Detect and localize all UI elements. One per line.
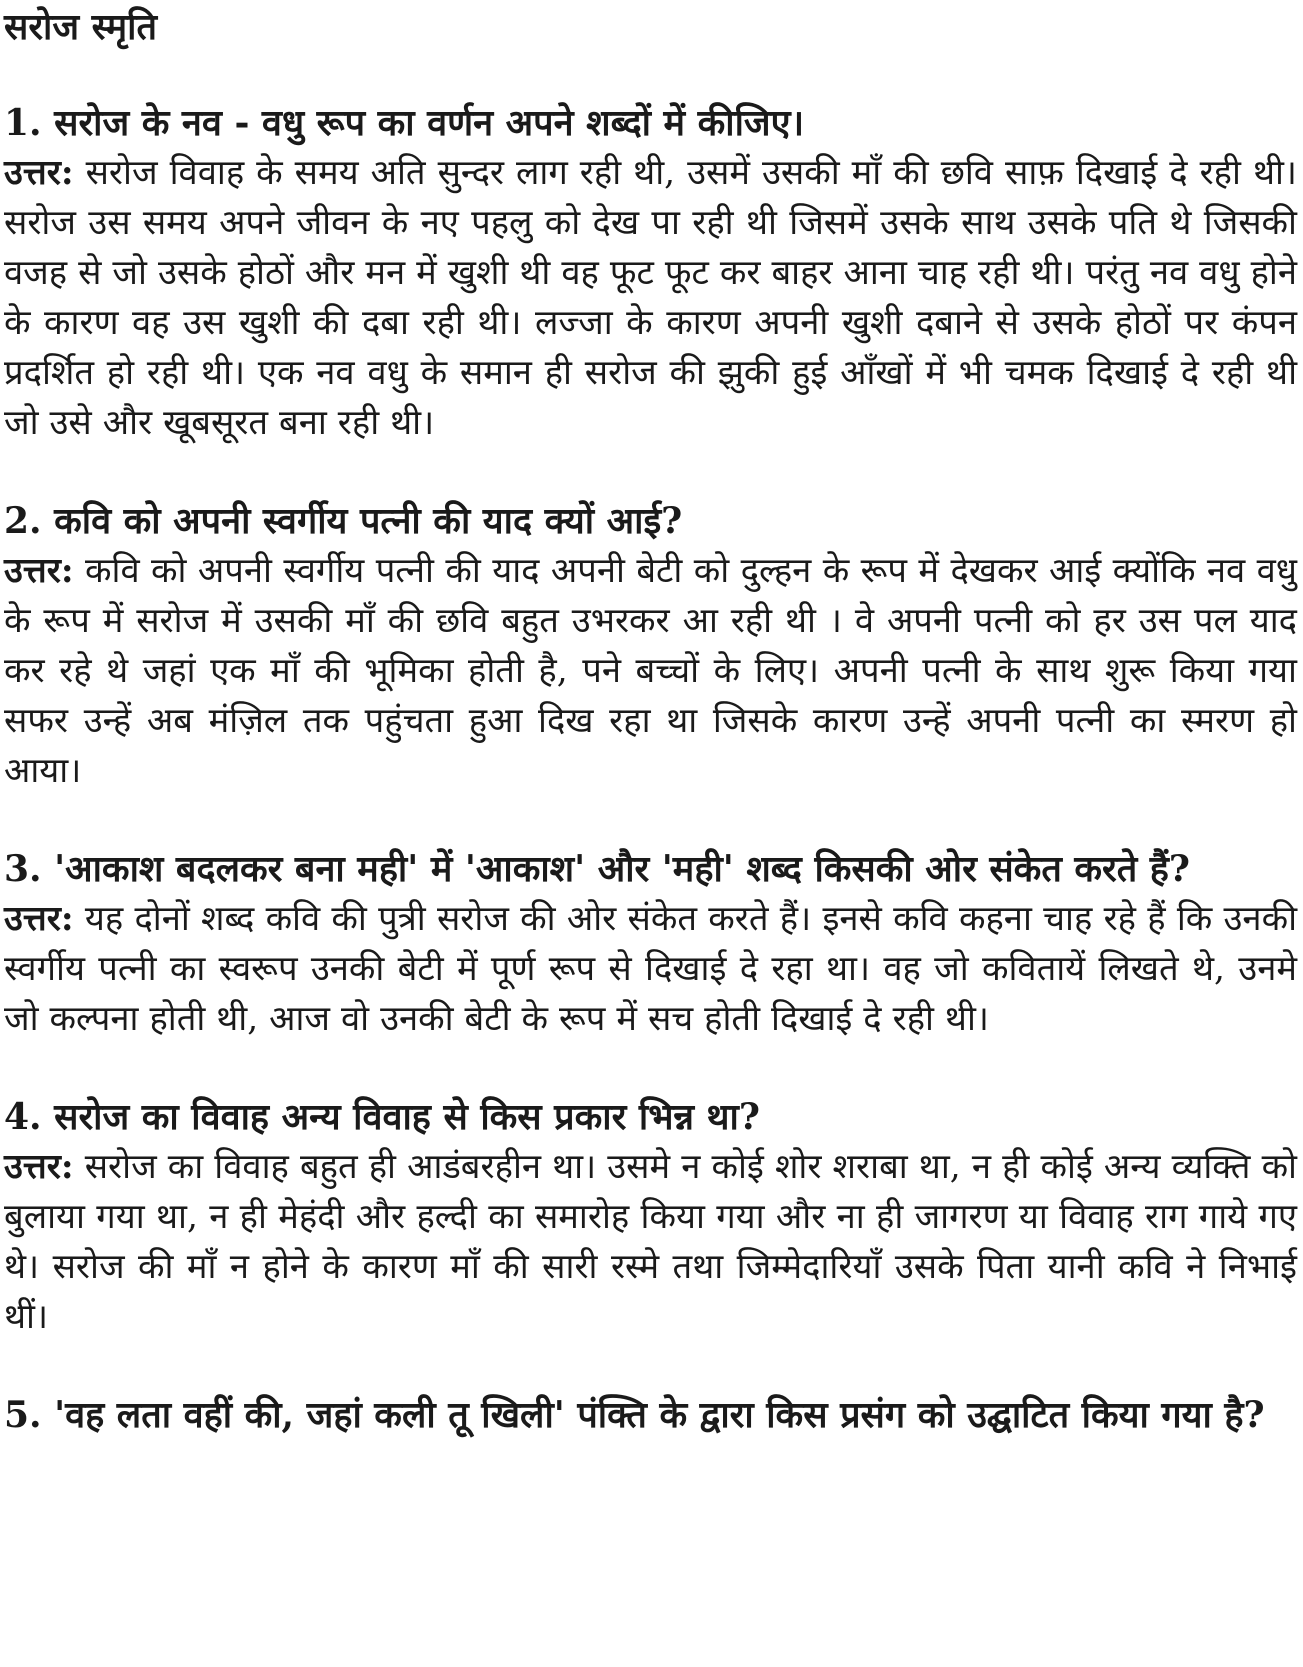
answer-label: उत्तर: bbox=[4, 1147, 74, 1187]
answer-label: उत्तर: bbox=[4, 153, 74, 193]
answer-label: उत्तर: bbox=[4, 899, 74, 939]
document-title: सरोज स्मृति bbox=[4, 6, 158, 48]
answer-3 bbox=[4, 894, 1297, 1044]
qa-item-5 bbox=[4, 1390, 1297, 1440]
qa-item-2 bbox=[4, 496, 1297, 796]
qa-item-4 bbox=[4, 1092, 1297, 1342]
answer-text-1: सरोज विवाह के समय अति सुन्दर लाग रही थी, उसमें उसकी माँ की छवि साफ़ दिखाई दे रही थी। सरोज उस समय अपने जीवन के नए पहलु को देख पा रही थी जिसमें उसके साथ उसके पति थे जिसकी वजह से जो उसके होठों और मन में खुशी थी वह फूट फूट कर बाहर आना चाह रही थी। परंतु नव वधु होने के कारण वह उस खुशी की दबा रही थी। लज्जा के कारण अपनी खुशी दबाने से उसके होठों पर कंपन प्रदर्शित हो रही थी। एक नव वधु के समान ही सरोज की झुकी हुई आँखों में भी चमक दिखाई दे रही थी जो उसे और खूबसूरत बना रही थी। bbox=[4, 153, 1298, 443]
question-5: 5. 'वह लता वहीं की, जहां कली तू खिली' पंक्ति के द्वारा किस प्रसंग को उद्घाटित किया गया है? bbox=[4, 1394, 1265, 1436]
question-4: 4. सरोज का विवाह अन्य विवाह से किस प्रकार भिन्न था? bbox=[4, 1096, 760, 1138]
qa-item-3 bbox=[4, 844, 1297, 1044]
question-1: 1. सरोज के नव - वधु रूप का वर्णन अपने शब्दों में कीजिए। bbox=[4, 102, 805, 144]
answer-4 bbox=[4, 1142, 1297, 1342]
answer-1 bbox=[4, 148, 1297, 448]
answer-text-4: सरोज का विवाह बहुत ही आडंबरहीन था। उसमे न कोई शोर शराबा था, न ही कोई अन्य व्यक्ति को बुलाया गया था, न ही मेहंदी और हल्दी का समारोह किया गया और ना ही जागरण या विवाह राग गाये गए थे। सरोज की माँ न होने के कारण माँ की सारी रस्मे तथा जिम्मेदारियाँ उसके पिता यानी कवि ने निभाई थीं। bbox=[4, 1147, 1297, 1337]
answer-text-3: यह दोनों शब्द कवि की पुत्री सरोज की ओर संकेत करते हैं। इनसे कवि कहना चाह रहे हैं कि उनकी स्वर्गीय पत्नी का स्वरूप उनकी बेटी में पूर्ण रूप से दिखाई दे रहा था। वह जो कवितायें लिखते थे, उनमे जो कल्पना होती थी, आज वो उनकी बेटी के रूप में सच होती दिखाई दे रही थी। bbox=[4, 899, 1298, 1039]
answer-label: उत्तर: bbox=[4, 551, 74, 591]
question-3: 3. 'आकाश बदलकर बना मही' में 'आकाश' और 'मही' शब्द किसकी ओर संकेत करते हैं? bbox=[4, 848, 1191, 890]
answer-text-2: कवि को अपनी स्वर्गीय पत्नी की याद अपनी बेटी को दुल्हन के रूप में देखकर आई क्योंकि नव वधु के रूप में सरोज में उसकी माँ की छवि बहुत उभरकर आ रही थी । वे अपनी पत्नी को हर उस पल याद कर रहे थे जहां एक माँ की भूमिका होती है, पने बच्चों के लिए। अपनी पत्नी के साथ शुरू किया गया सफर उन्हें अब मंज़िल तक पहुंचता हुआ दिख रहा था जिसके कारण उन्हें अपनी पत्नी का स्मरण हो आया। bbox=[4, 551, 1297, 791]
answer-2 bbox=[4, 546, 1297, 796]
document-page bbox=[4, 0, 1297, 1440]
question-2: 2. कवि को अपनी स्वर्गीय पत्नी की याद क्यों आई? bbox=[4, 500, 683, 542]
qa-item-1 bbox=[4, 98, 1297, 448]
